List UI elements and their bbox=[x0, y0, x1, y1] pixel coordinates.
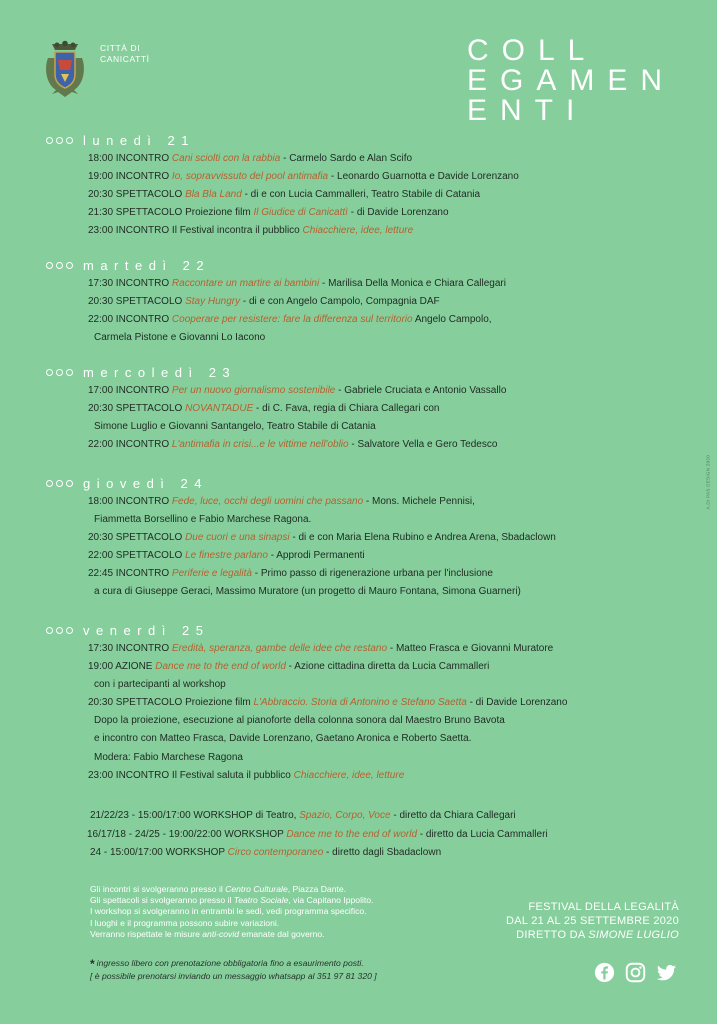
event-title: NOVANTADUE bbox=[185, 403, 254, 415]
day-name: venerdì 25 bbox=[83, 622, 210, 638]
event-title: Stay Hungry bbox=[185, 296, 241, 308]
event-item: 20:30 SPETTACOLO Stay Hungry - di e con Angelo Campolo, Compagnia DAF bbox=[88, 296, 440, 308]
event-title: Cooperare per resistere: fare la differenza sul territorio bbox=[171, 314, 413, 326]
day-header bbox=[46, 132, 686, 148]
event-title: Fede, luce, occhi degli uomini che passano bbox=[171, 496, 364, 507]
social-links bbox=[594, 962, 677, 983]
day-header bbox=[46, 622, 686, 638]
logo-line-2: EGAMEN bbox=[466, 64, 675, 97]
workshops-list bbox=[87, 807, 548, 863]
logo-line-3: ENTI bbox=[466, 94, 588, 127]
event-continuation: Fiammetta Borsellino e Fabio Marchese Ragona. bbox=[94, 514, 312, 526]
day-block bbox=[46, 622, 686, 785]
circles-icon bbox=[46, 627, 73, 634]
event-title: Il Giudice di Canicattì bbox=[253, 207, 348, 219]
city-crest-icon bbox=[42, 40, 88, 100]
event-title: Raccontare un martire ai bambini bbox=[171, 278, 320, 289]
event-list bbox=[88, 275, 686, 347]
event-item: 20:30 SPETTACOLO NOVANTADUE - di C. Fava, regia di Chiara Callegari con bbox=[88, 403, 440, 415]
day-name: giovedì 24 bbox=[83, 475, 208, 491]
event-continuation: Dopo la proiezione, esecuzione al pianoforte della colonna sonora dal Maestro Bruno Bavota bbox=[94, 715, 505, 727]
venue-info: Gli incontri si svolgeranno presso il Centro Culturale, Piazza Dante. Gli spettacoli si svolgeranno presso il Teatro Sociale, via Capitano Ippolito. I workshop si svolgeranno in entrambi le sedi, vedi programma specifico. I luoghi e il programma possono subire variazioni. Verranno rispettate le misure anti-covid emanate dal governo. bbox=[90, 884, 374, 939]
event-continuation: Modera: Fabio Marchese Ragona bbox=[94, 751, 243, 763]
event-title: Eredità, speranza, gambe delle idee che restano bbox=[171, 643, 388, 654]
event-item: 18:00 INCONTRO Fede, luce, occhi degli uomini che passano - Mons. Michele Pennisi, bbox=[88, 496, 475, 507]
event-continuation: con i partecipanti al workshop bbox=[94, 679, 226, 691]
event-list bbox=[88, 150, 686, 240]
instagram-icon[interactable] bbox=[625, 962, 646, 983]
event-item: 22:00 INCONTRO L'antimafia in crisi...e le vittime nell'oblio - Salvatore Vella e Gero Tedesco bbox=[88, 439, 498, 451]
day-block bbox=[46, 132, 686, 240]
event-list bbox=[88, 493, 686, 602]
day-header bbox=[46, 364, 686, 380]
event-continuation: Carmela Pistone e Giovanni Lo Iacono bbox=[94, 332, 266, 344]
event-item: 19:00 AZIONE Dance me to the end of world - Azione cittadina diretta da Lucia Cammalleri bbox=[88, 661, 490, 673]
event-continuation: a cura di Giuseppe Geraci, Massimo Muratore (un progetto di Mauro Fontana, Simona Guarneri) bbox=[94, 586, 521, 598]
event-title: Periferie e legalità bbox=[171, 568, 252, 580]
event-item: 23:00 INCONTRO Il Festival saluta il pubblico Chiacchiere, idee, letture bbox=[88, 769, 405, 781]
event-title: Chiacchiere, idee, letture bbox=[293, 769, 405, 781]
event-continuation: e incontro con Matteo Frasca, Davide Lorenzano, Gaetano Aronica e Roberto Saetta. bbox=[94, 733, 472, 745]
event-continuation: Simone Luglio e Giovanni Santangelo, Teatro Stabile di Catania bbox=[94, 421, 376, 433]
day-name: martedì 22 bbox=[83, 257, 211, 273]
event-item: 22:00 INCONTRO Cooperare per resistere: fare la differenza sul territorio Angelo Campolo, bbox=[88, 314, 492, 326]
event-item: 17:30 INCONTRO Raccontare un martire ai bambini - Marilisa Della Monica e Chiara Callegari bbox=[88, 278, 506, 289]
event-item: 19:00 INCONTRO Io, sopravvissuto del pool antimafia - Leonardo Guarnotta e Davide Lorenzano bbox=[88, 171, 519, 183]
day-block bbox=[46, 364, 686, 454]
circles-icon bbox=[46, 262, 73, 269]
event-title: Dance me to the end of world bbox=[155, 661, 286, 673]
festival-info: FESTIVAL DELLA LEGALITÀ DAL 21 AL 25 SETTEMBRE 2020 DIRETTO DA SIMONE LUGLIO bbox=[506, 901, 679, 941]
event-list bbox=[88, 640, 686, 785]
day-header bbox=[46, 475, 686, 491]
event-title: Cani sciolti con la rabbia bbox=[171, 153, 281, 164]
event-title: Io, sopravvissuto del pool antimafia bbox=[171, 171, 329, 183]
event-item: 22:00 SPETTACOLO Le finestre parlano - Approdi Permanenti bbox=[88, 550, 365, 562]
workshop-item: 24 - 15:00/17:00 WORKSHOP Circo contemporaneo - diretto dagli Sbadaclown bbox=[90, 847, 442, 858]
event-title: L'Abbraccio. Storia di Antonino e Stefano Saetta bbox=[253, 697, 467, 709]
event-item: 17:30 INCONTRO Eredità, speranza, gambe delle idee che restano - Matteo Frasca e Giovanni Muratore bbox=[88, 643, 554, 654]
event-title: L'antimafia in crisi...e le vittime nell'oblio bbox=[171, 439, 349, 451]
event-item: 20:30 SPETTACOLO Due cuori e una sinapsi - di e con Maria Elena Rubino e Andrea Arena, Sbadaclown bbox=[88, 532, 556, 544]
event-item: 20:30 SPETTACOLO Proiezione film L'Abbraccio. Storia di Antonino e Stefano Saetta - di Davide Lorenzano bbox=[88, 697, 568, 709]
circles-icon bbox=[46, 137, 73, 144]
design-credit: A.DI PAS DESIGN 2020 bbox=[705, 455, 710, 510]
day-block bbox=[46, 475, 686, 602]
event-title: Chiacchiere, idee, letture bbox=[302, 225, 414, 237]
day-name: mercoledì 23 bbox=[83, 364, 237, 380]
event-title: Bla Bla Land bbox=[185, 189, 242, 201]
day-block bbox=[46, 257, 686, 347]
day-header bbox=[46, 257, 686, 273]
event-list bbox=[88, 382, 686, 454]
day-name: lunedì 21 bbox=[83, 132, 195, 148]
event-item: 18:00 INCONTRO Cani sciolti con la rabbia - Carmelo Sardo e Alan Scifo bbox=[88, 153, 413, 164]
circles-icon bbox=[46, 369, 73, 376]
booking-note: * ingresso libero con prenotazione obbligatoria fino a esaurimento posti. [ è possibile prenotarsi inviando un messaggio whatsapp al 351 97 81 320 ] bbox=[90, 957, 377, 981]
event-title: Due cuori e una sinapsi bbox=[185, 532, 290, 544]
circles-icon bbox=[46, 480, 73, 487]
event-title: Per un nuovo giornalismo sostenibile bbox=[171, 385, 336, 396]
city-name: CITTÀ DI CANICATTÌ bbox=[100, 43, 150, 64]
event-item: 22:45 INCONTRO Periferie e legalità - Primo passo di rigenerazione urbana per l'inclusione bbox=[88, 568, 493, 580]
event-item: 20:30 SPETTACOLO Bla Bla Land - di e con Lucia Cammalleri, Teatro Stabile di Catania bbox=[88, 189, 481, 201]
twitter-icon[interactable] bbox=[656, 962, 677, 983]
workshop-item: 21/22/23 - 15:00/17:00 WORKSHOP di Teatro, Spazio, Corpo, Voce - diretto da Chiara Callegari bbox=[90, 810, 516, 821]
event-title: Le finestre parlano bbox=[185, 550, 268, 562]
facebook-icon[interactable] bbox=[594, 962, 615, 983]
logo-line-1: COLL bbox=[466, 34, 598, 67]
event-item: 23:00 INCONTRO Il Festival incontra il pubblico Chiacchiere, idee, letture bbox=[88, 225, 414, 237]
workshop-item: 16/17/18 - 24/25 - 19:00/22:00 WORKSHOP Dance me to the end of world - diretto da Lucia Cammalleri bbox=[87, 828, 548, 840]
event-item: 17:00 INCONTRO Per un nuovo giornalismo sostenibile - Gabriele Cruciata e Antonio Vassallo bbox=[88, 385, 507, 396]
festival-logo bbox=[467, 36, 675, 126]
event-item: 21:30 SPETTACOLO Proiezione film Il Giudice di Canicattì - di Davide Lorenzano bbox=[88, 207, 449, 219]
